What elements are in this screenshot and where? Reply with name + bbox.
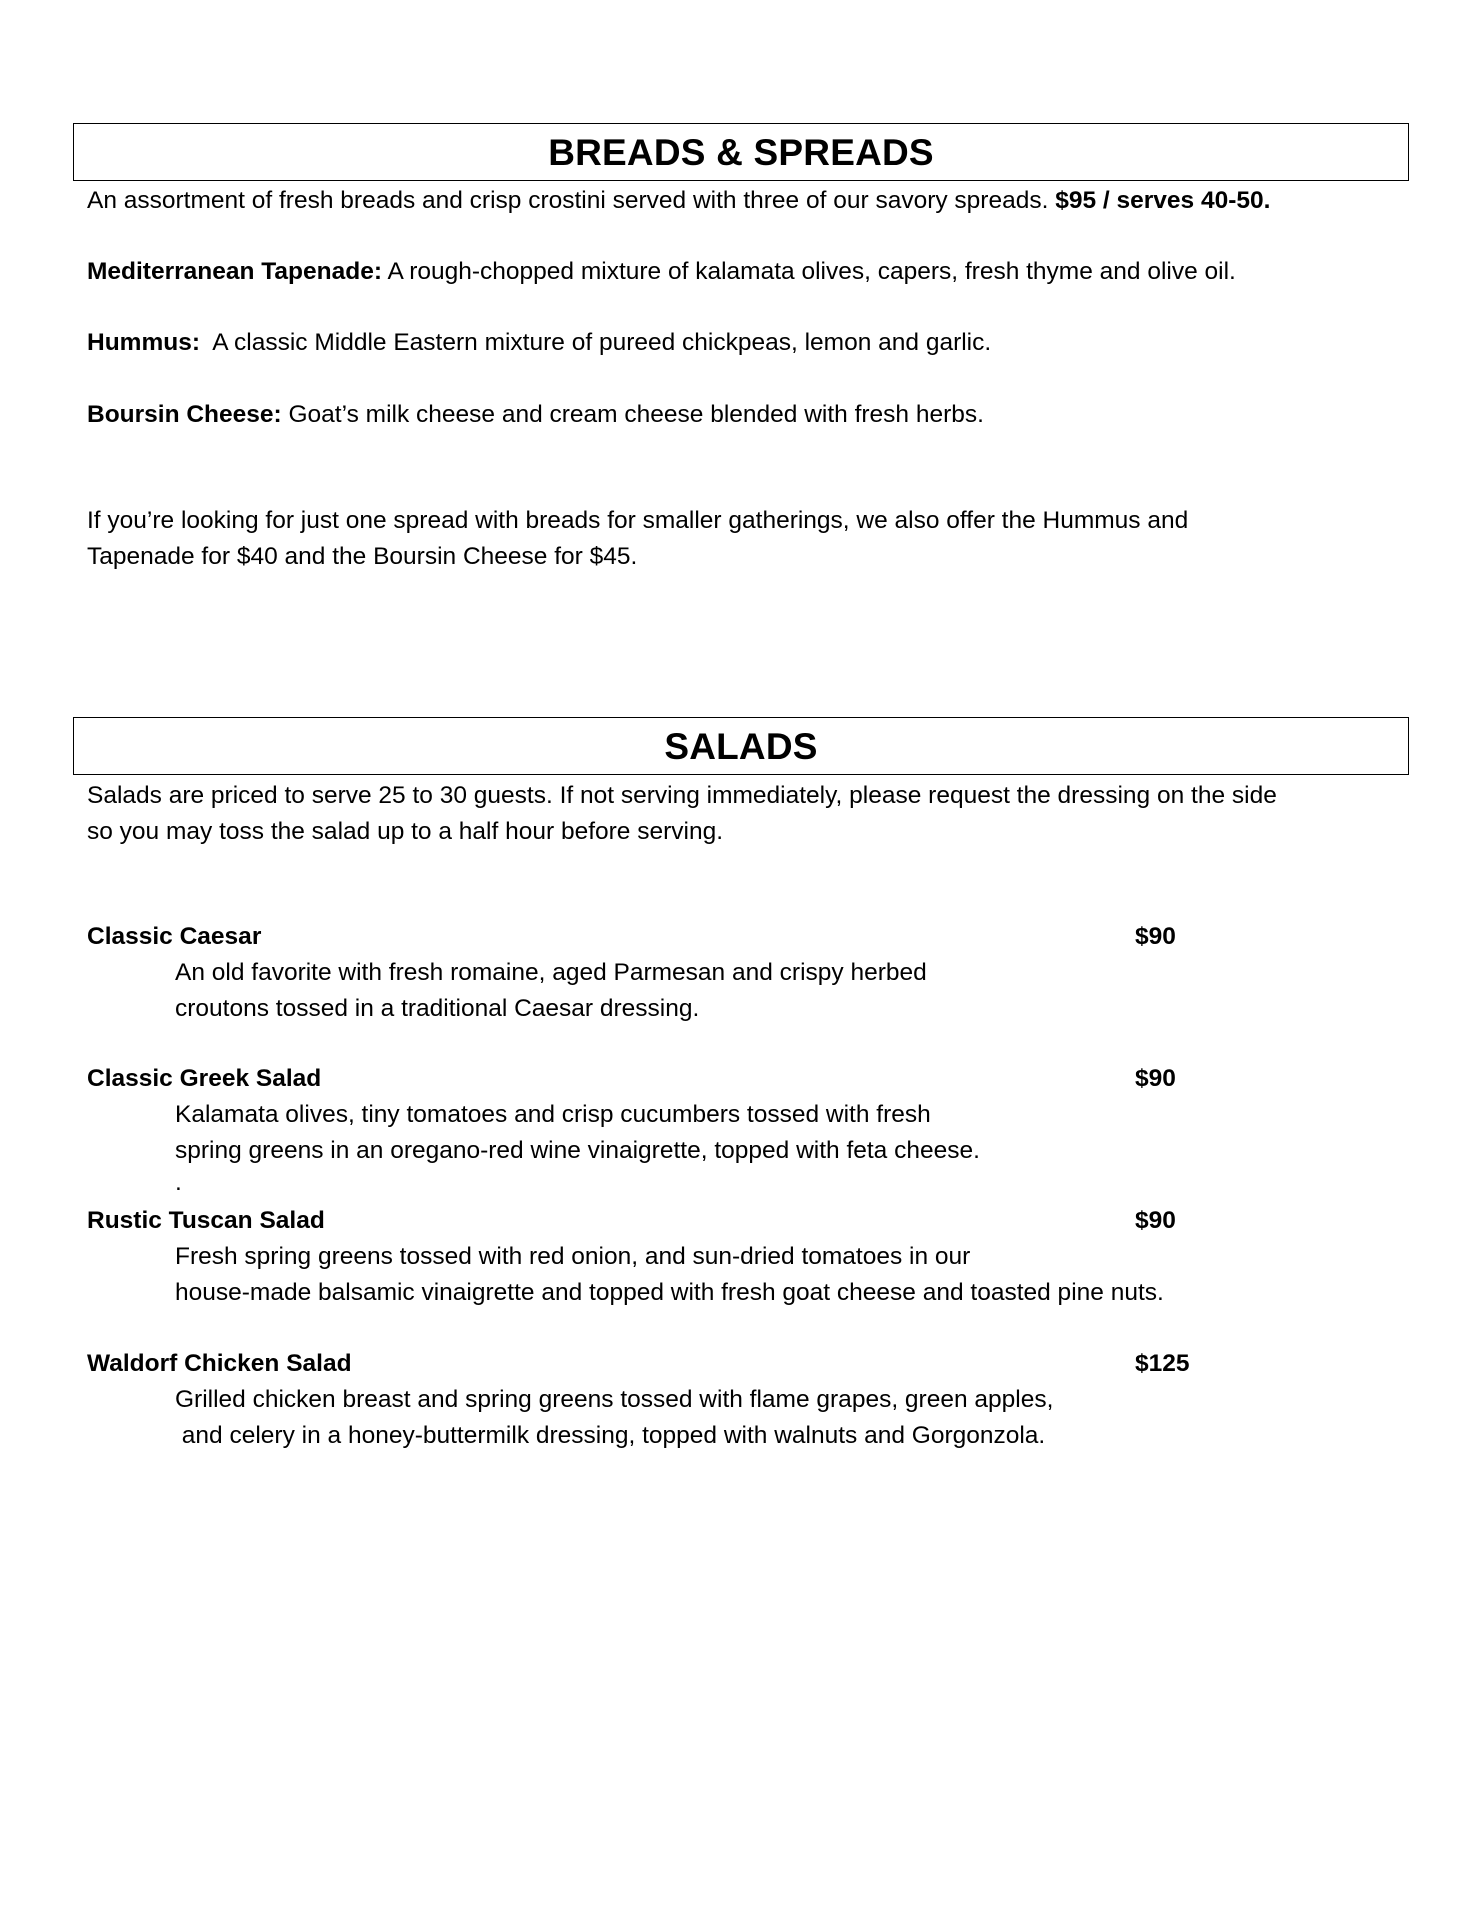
spread-name: Mediterranean Tapenade: — [87, 258, 382, 285]
spread-desc: A rough-chopped mixture of kalamata olives, capers, fresh thyme and olive oil. — [381, 258, 1236, 285]
salad-desc-line: Grilled chicken breast and spring greens tossed with flame grapes, green apples, — [175, 1386, 1054, 1413]
salad-name: Classic Greek Salad — [87, 1065, 322, 1092]
salads-section-title: SALADS — [664, 726, 818, 767]
salad-price: $90 — [1135, 1065, 1176, 1092]
salad-desc-line: croutons tossed in a traditional Caesar dressing. — [175, 995, 700, 1022]
spread-item — [87, 397, 984, 433]
spread-desc: A classic Middle Eastern mixture of pureed chickpeas, lemon and garlic. — [199, 329, 992, 356]
spread-name: Hummus: — [87, 329, 200, 356]
salad-name: Waldorf Chicken Salad — [87, 1350, 352, 1377]
spread-item — [87, 325, 991, 361]
breads-header-box — [73, 123, 1409, 181]
salads-intro-line: Salads are priced to serve 25 to 30 guests. If not serving immediately, please request the dressing on the side — [87, 782, 1277, 809]
salad-desc-line: Fresh spring greens tossed with red onion, and sun-dried tomatoes in our — [175, 1243, 971, 1270]
salad-desc-line: An old favorite with fresh romaine, aged Parmesan and crispy herbed — [175, 959, 927, 986]
breads-intro — [87, 183, 1270, 219]
salad-price: $90 — [1135, 923, 1176, 950]
breads-note-line: If you’re looking for just one spread with breads for smaller gatherings, we also offer the Hummus and — [87, 507, 1189, 534]
salad-desc-line: spring greens in an oregano-red wine vinaigrette, topped with feta cheese. — [175, 1137, 980, 1164]
salad-desc-line: Kalamata olives, tiny tomatoes and crisp cucumbers tossed with fresh — [175, 1101, 931, 1128]
breads-section-title: BREADS & SPREADS — [548, 132, 934, 173]
breads-note-line: Tapenade for $40 and the Boursin Cheese for $45. — [87, 543, 638, 570]
salad-desc-dot: . — [175, 1169, 182, 1196]
salad-desc-line: and celery in a honey-buttermilk dressing, topped with walnuts and Gorgonzola. — [175, 1422, 1046, 1449]
salad-price: $125 — [1135, 1350, 1190, 1377]
salad-name: Classic Caesar — [87, 923, 262, 950]
spread-desc: Goat’s milk cheese and cream cheese blended with fresh herbs. — [281, 401, 984, 428]
breads-intro-price: $95 / serves 40-50. — [1055, 187, 1271, 214]
salad-name: Rustic Tuscan Salad — [87, 1207, 325, 1234]
salads-header-box — [73, 717, 1409, 775]
salads-intro-line: so you may toss the salad up to a half hour before serving. — [87, 818, 724, 845]
salad-desc-line: house-made balsamic vinaigrette and topped with fresh goat cheese and toasted pine nuts. — [175, 1279, 1164, 1306]
spread-item — [87, 254, 1236, 290]
salad-price: $90 — [1135, 1207, 1176, 1234]
breads-intro-text: An assortment of fresh breads and crisp crostini served with three of our savory spreads. — [87, 187, 1056, 214]
spread-name: Boursin Cheese: — [87, 401, 282, 428]
